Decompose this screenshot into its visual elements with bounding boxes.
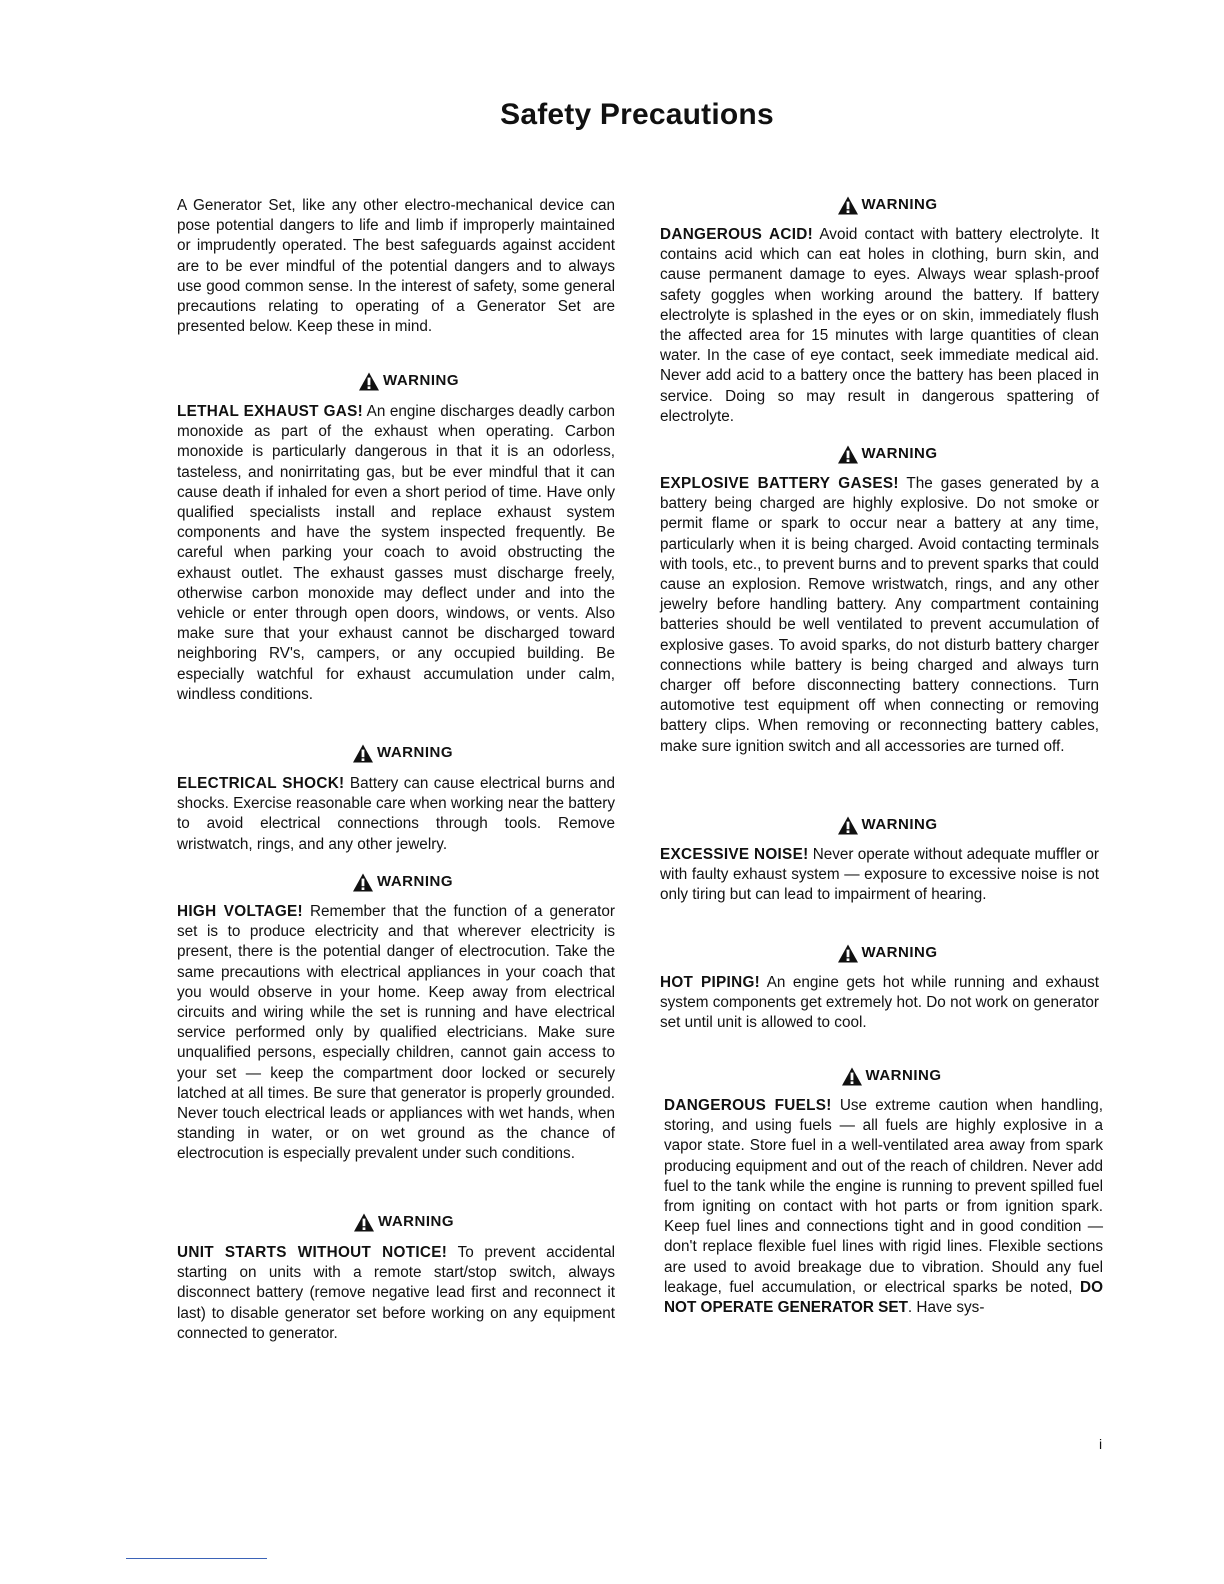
warning-header	[177, 742, 615, 764]
intro-paragraph: A Generator Set, like any other electro-mechanical device can pose potential dangers to life and limb if improperly maintained or imprudently operated. The best safeguards against accident are to be ever mindful of the potential dangers and to always use good common sense. In the interest of safety, some general precautions relating to operating of a Generator Set are presented below. Keep these in mind.	[177, 197, 615, 336]
warning-body	[177, 902, 615, 1165]
warning-lead: HIGH VOLTAGE!	[177, 903, 303, 920]
warning-text: Remember that the function of a generator set is to produce electricity and that wherever electricity is present, there is the potential danger of electrocution. Take the same precautions with electrical appliances in your coach that you would observe in your home. Keep away from electrical circuits and wiring while the set is running and have electrical service performed only by qualified electricians. Make sure unqualified persons, especially children, cannot gain access to your set — keep the compartment door locked or securely latched at all times. Be sure that generator is properly grounded. Never touch electrical leads or appliances with wet hands, when standing in water, or on wet ground as the chance of electrocution is especially prevalent under such conditions.	[177, 903, 615, 1163]
warning-lead: UNIT STARTS WITHOUT NOTICE!	[177, 1244, 448, 1261]
warning-high-voltage	[177, 871, 615, 1165]
warning-electrical-shock	[177, 742, 615, 855]
warning-excessive-noise	[660, 814, 1099, 906]
warning-label: WARNING	[861, 815, 938, 833]
warning-text: An engine gets hot while running and exhaust system components get extremely hot. Do not work on generator set until unit is allowed to cool.	[660, 974, 1099, 1032]
warning-header	[664, 1065, 1103, 1087]
warning-label: WARNING	[383, 371, 459, 389]
warning-triangle-icon	[357, 371, 381, 391]
warning-dangerous-fuels	[664, 1065, 1103, 1318]
warning-body	[177, 1243, 615, 1344]
warning-emphasis: DO NOT OPERATE GENERATOR SET	[664, 1278, 1103, 1317]
warning-tail: . Have sys-	[907, 1299, 985, 1317]
warning-text: Never operate without adequate muffler or with faulty exhaust system — exposure to excessive noise is not only tiring but can lead to impairment of hearing.	[660, 846, 1099, 904]
page-title: Safety Precautions	[500, 98, 774, 131]
warning-text: To prevent accidental starting on units with a remote start/stop switch, always disconnect battery (remove negative lead first and reconnect it last) to disable generator set before working on any equipment connected to generator.	[177, 1244, 615, 1342]
warning-triangle-icon	[836, 943, 860, 963]
warning-explosive-gases	[660, 443, 1099, 757]
warning-label: WARNING	[377, 743, 453, 761]
warning-label: WARNING	[378, 1212, 454, 1230]
warning-label: WARNING	[861, 943, 938, 961]
warning-unit-starts	[177, 1211, 615, 1344]
warning-header	[660, 942, 1099, 964]
warning-lead: EXCESSIVE NOISE!	[660, 846, 809, 863]
warning-header	[660, 443, 1099, 465]
warning-lead: DANGEROUS FUELS!	[664, 1097, 832, 1114]
warning-text: Avoid contact with battery electrolyte. It contains acid which can eat holes in clothing, burn skin, and cause permanent damage to eyes. Always wear splash-proof safety goggles when working around the battery. If battery electrolyte is splashed in the eyes or on skin, immediately flush the affected area for 15 minutes with large quantities of clean water. In the case of eye contact, seek immediate medical aid. Never add acid to a battery once the battery has been placed in service. Doing so may result in dangerous spattering of electrolyte.	[660, 226, 1099, 425]
warning-dangerous-acid	[660, 194, 1099, 427]
warning-body	[660, 474, 1099, 757]
warning-body	[660, 845, 1099, 906]
warning-triangle-icon	[351, 743, 375, 763]
warning-hot-piping	[660, 942, 1099, 1034]
warning-label: WARNING	[865, 1066, 942, 1084]
warning-body	[664, 1096, 1103, 1318]
warning-header	[177, 871, 615, 893]
warning-lethal-exhaust	[177, 370, 615, 705]
warning-body	[177, 402, 615, 705]
warning-triangle-icon	[352, 1212, 376, 1232]
warning-header	[660, 814, 1099, 836]
warning-lead: ELECTRICAL SHOCK!	[177, 775, 345, 792]
warning-lead: LETHAL EXHAUST GAS!	[177, 403, 364, 420]
warning-body	[660, 973, 1099, 1034]
warning-triangle-icon	[836, 444, 860, 464]
warning-label: WARNING	[861, 195, 938, 213]
warning-text: Battery can cause electrical burns and shocks. Exercise reasonable care when working near the battery to avoid electrical connections through tools. Remove wristwatch, rings, and any other jewelry.	[177, 775, 615, 853]
warning-body	[177, 774, 615, 855]
warning-body	[660, 225, 1099, 427]
warning-lead: HOT PIPING!	[660, 974, 761, 991]
warning-text: The gases generated by a battery being charged are highly explosive. Do not smoke or permit flame or spark to occur near a battery at any time, particularly when it is being charged. Avoid contacting terminals with tools, etc., to prevent burns and to prevent sparks that could cause an explosion. Remove wristwatch, rings, and any other jewelry before handling battery. Any compartment containing batteries should be well ventilated to prevent accumulation of explosive gases. To avoid sparks, do not disturb battery charger connections while battery is being charged and always turn charger off before disconnecting battery connections. Turn automotive test equipment off when connecting or removing battery clips. When removing or reconnecting battery cables, make sure ignition switch and all accessories are turned off.	[660, 475, 1099, 755]
warning-header	[660, 194, 1099, 216]
warning-header	[177, 370, 615, 392]
warning-lead: DANGEROUS ACID!	[660, 226, 814, 243]
warning-text: Use extreme caution when handling, storing, and using fuels — all fuels are highly explosive in a vapor state. Store fuel in a well-ventilated area away from spark producing equipment and out of the reach of children. Never add fuel to the tank while the engine is running to prevent spilled fuel from igniting on contact with hot parts or from ignition spark. Keep fuel lines and connections tight and in good condition — don't replace flexible fuel lines with rigid lines. Flexible sections are used to avoid breakage due to vibration. Should any fuel leakage, fuel accumulation, or electrical sparks be noted,	[664, 1097, 1103, 1296]
warning-triangle-icon	[840, 1066, 864, 1086]
warning-lead: EXPLOSIVE BATTERY GASES!	[660, 475, 899, 492]
page-number: i	[1099, 1436, 1103, 1452]
warning-label: WARNING	[861, 444, 938, 462]
warning-triangle-icon	[836, 815, 860, 835]
warning-header	[177, 1211, 615, 1233]
warning-label: WARNING	[377, 872, 453, 890]
warning-triangle-icon	[351, 872, 375, 892]
warning-triangle-icon	[836, 195, 860, 215]
footnote-divider	[126, 1558, 267, 1559]
warning-text: An engine discharges deadly carbon monoxide as part of the exhaust when operating. Carbon monoxide is particularly dangerous in that it is an odorless, tasteless, and nonirritating gas, but be ever mindful that it can cause death if inhaled for even a short period of time. Have only qualified specialists install and replace exhaust system components and have the system inspected frequently. Be careful when parking your coach to avoid obstructing the exhaust outlet. The exhaust gasses must discharge freely, otherwise carbon monoxide may deflect under and into the vehicle or enter through open doors, windows, or vents. Also make sure that your exhaust cannot be discharged toward neighboring RV's, campers, or any occupied building. Be especially watchful for exhaust accumulation under calm, windless conditions.	[177, 403, 615, 703]
